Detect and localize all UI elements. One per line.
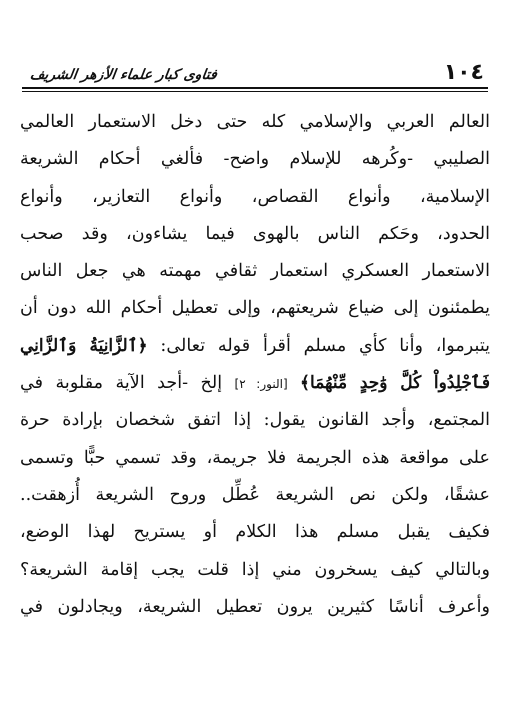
text-line: فكيف يقبل مسلم هذا الكلام أو يستريح لهذا الوضع، xyxy=(20,522,490,543)
text-line: يطمئنون إلى ضياع شريعتهم، وإلى تعطيل أحكام الله دون أن xyxy=(20,298,490,319)
text-line: على مواقعة هذه الجريمة فلا جريمة، وقد تسمي حبًّا وتسمى xyxy=(20,447,490,468)
text-line: الاستعمار العسكري استعمار ثقافي مهمته هي جعل الناس xyxy=(20,261,490,282)
text-line xyxy=(20,365,490,402)
text-line: عشقًا، ولكن نص الشريعة عُطِّل وروح الشريعة أُزهقت.. xyxy=(20,484,490,505)
text-line: وبالتالي كيف يسخرون مني إذا قلت يجب إقامة الشريعة؟ xyxy=(20,559,490,580)
text-line: الحدود، وحَكم الناس بالهوى فيما يشاءون، وقد صحب xyxy=(20,223,490,244)
quran-verse-start: ﴿ٱلزَّانِيَةُ وَٱلزَّانِي xyxy=(20,335,148,356)
header-rule-thick xyxy=(22,87,488,89)
text-line xyxy=(20,328,490,365)
text-line: المجتمع، وأجد القانون يقول: إذا اتفق شخصان بإرادة حرة xyxy=(20,410,490,431)
verse-citation: [النور: ٢] xyxy=(234,377,288,392)
page-number: ١٠٤ xyxy=(443,60,484,85)
text-line: الصليبي -وكُرهه للإسلام واضح- فألغي أحكام الشريعة xyxy=(20,149,490,170)
quran-verse-end: فَٱجْلِدُواْ كُلَّ وَٰحِدٍ مِّنْهُمَا﴾ xyxy=(300,373,490,394)
body-text xyxy=(20,104,490,626)
page-header xyxy=(22,56,488,86)
text-segment: يتبرموا، وأنا كأي مسلم أقرأ قوله تعالى: xyxy=(160,335,490,356)
text-line: العالم العربي والإسلامي كله حتى دخل الاستعمار العالمي xyxy=(20,112,490,132)
text-segment: إلخ -أجد الآية مقلوبة في xyxy=(20,373,223,394)
text-line: وأعرف أناسًا كثيرين يرون تعطيل الشريعة، ويجادلون في xyxy=(20,596,490,617)
running-title: فتاوى كبار علماء الأزهر الشريف xyxy=(28,67,218,83)
text-line: الإسلامية، وأنواع القصاص، وأنواع التعازير، وأنواع xyxy=(20,186,490,207)
header-rule-thin xyxy=(22,91,488,92)
